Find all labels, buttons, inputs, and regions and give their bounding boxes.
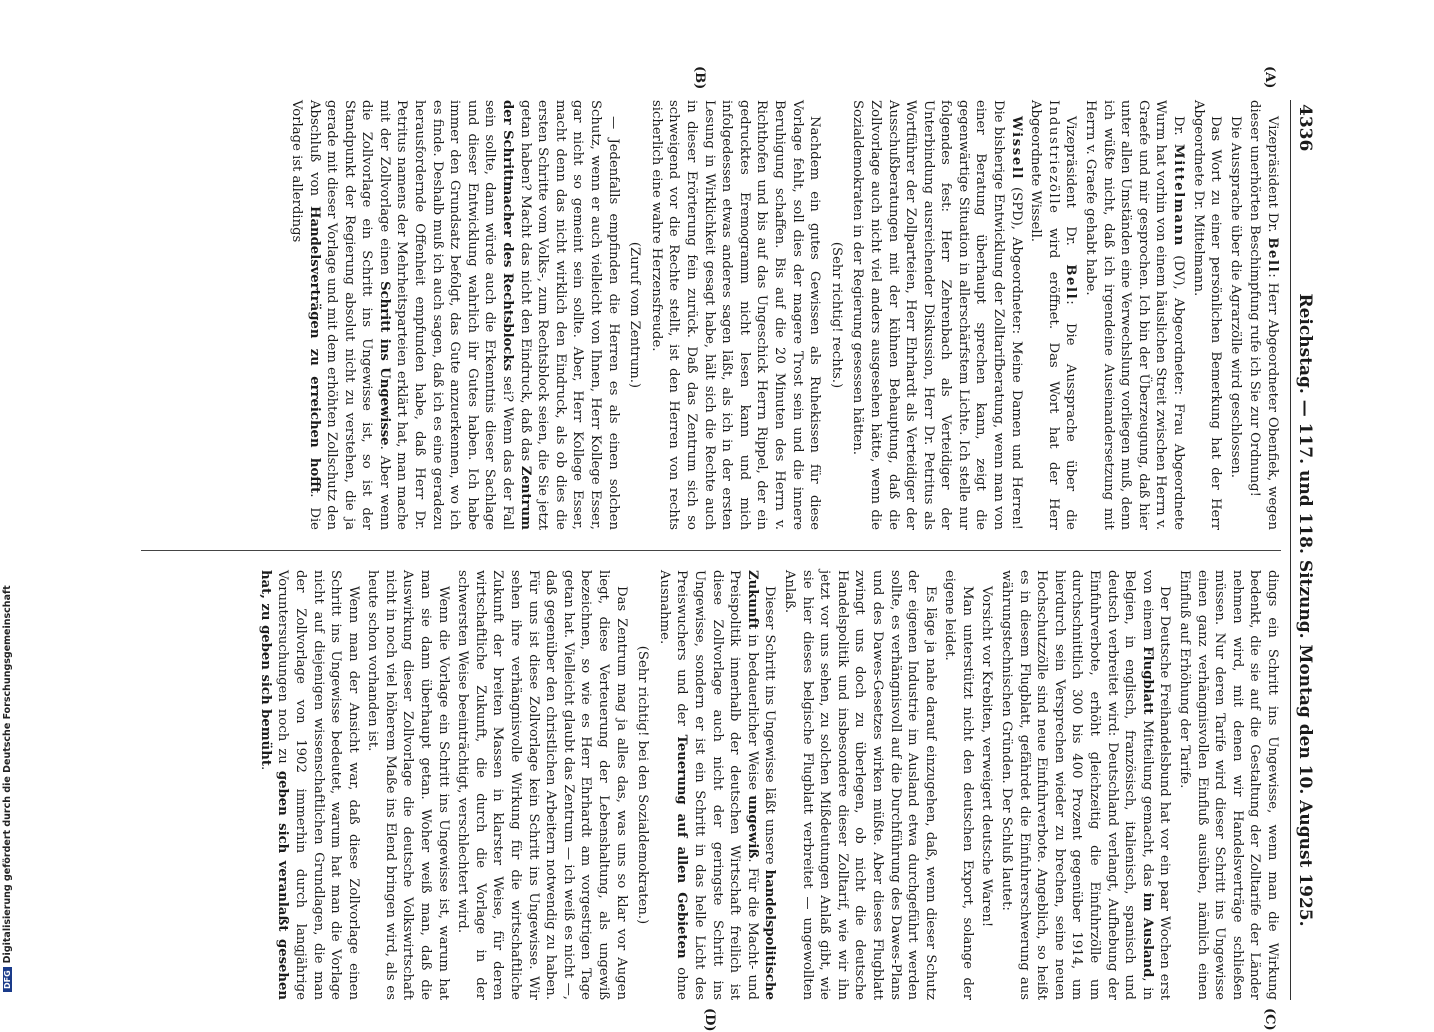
- paragraph: Die Aussprache über die Agrarzölle wird geschlossen.: [1227, 116, 1243, 478]
- bold-phrase: Flugblatt: [1139, 646, 1155, 715]
- interjection: (Sehr richtig! bei den Sozialdemokraten.): [635, 645, 651, 925]
- bold-phrase: Handelsverträgen zu erreichen hofft: [306, 205, 322, 494]
- quotation: Vorsicht vor Krebiten, verweigert deutsche Waren!: [979, 586, 995, 928]
- rotated-page: [137, 66, 1317, 1032]
- spaced-term: Industriezölle: [1045, 100, 1061, 215]
- bold-phrase: Schritt ins Ungewisse: [376, 281, 392, 446]
- paragraph: dings ein Schritt ins Ungewisse, wenn man die Wirkung bedenkt, die sie auf die Gestaltung der Zolltarife der Länder nehmen wird, mit denen wir Handelsverträge schließen müssen. Nur deren Tarife wird dieser Schritt ins Ungewisse einen ganz verhängnisvollen Einfluß ausüben, nämlich einen Einfluß auf Erhöhung der Tarife.: [1177, 570, 1280, 1000]
- quotation: Man unterstützt nicht den deutschen Export, solange der eigene leidet.: [942, 570, 975, 1000]
- bold-phrase: im Ausland: [1139, 892, 1155, 978]
- margin-marker-a: (A): [1262, 66, 1277, 89]
- page-number: 4336: [1295, 104, 1315, 152]
- interjection: (Zuruf vom Zentrum.): [627, 241, 643, 389]
- margin-marker-c: (C): [1262, 1008, 1277, 1031]
- speaker-name: Wissell: [1008, 116, 1024, 181]
- bold-phrase: handelspolitische Zukunft: [744, 570, 778, 1000]
- left-column: [141, 100, 1281, 530]
- right-column: [141, 570, 1281, 1000]
- bold-phrase: Teuerung auf allen Gebieten: [674, 734, 690, 959]
- interjection: (Sehr richtig! rechts.): [828, 241, 844, 389]
- paragraph: Dr. Mittelmann (DV), Abgeordneter: Frau Abgeordnete Wurm hat vorhin von einem häuslichen Streit zwischen Herrn v. Graefe und mir gesprochen. Ich bin der Überzeugung, daß hier unter allen Umständen eine Verwechslung vorliegen muß, denn ich wüßte nicht, daß ich irgendeine Auseinandersetzung mit Herrn v. Graefe gehabt habe.: [1083, 100, 1187, 530]
- paragraph: Wenn man der Ansicht war, daß diese Zollvorlage einen Schritt ins Ungewisse bedeutet, warum hat man die Vorlage nicht auf diejenigen wissenschaftlichen Grundlagen, die man der Zollvorlage von 1902 immerhin durch langjährige Voruntersuchungen noch zu geben sich veranlaßt gesehen hat, zu geben sich bemüht.: [257, 570, 361, 1000]
- speaker-name: Bell: [1265, 237, 1280, 274]
- paragraph: Das Zentrum mag ja alles das, was uns so klar vor Augen liegt, diese Verteuerung der Lebenshaltung, als ungewiß bezeichnen, so wie es Herr Ehrhardt am vorgestrigen Tage getan hat. Vielleicht glaubt das Zentrum — ich weiß es nicht —, daß gegenüber den christlichen Arbeitern notwendig zu haben. Für uns ist diese Zollvorlage kein Schritt ins Ungewisse. Wir sehen ihre verhängnisvolle Wirkung für die wirtschaftliche Zukunft der breiten Massen in klarster Weise, für deren wirtschaftliche Zukunft, die durch die Vorlage in der schwersten Weise beeinträchtigt, verschlechtert wird.: [455, 570, 629, 1000]
- credit-text: Digitalisierung gefördert durch die Deutsche Forschungsgemeinschaft: [2, 585, 13, 964]
- bold-phrase: geben sich veranlaßt gesehen hat, zu geben sich bemüht: [257, 570, 291, 1000]
- paragraph: Es läge ja nahe darauf einzugehen, daß, wenn dieser Schutz der eigenen Industrie im Ausland etwa durchgeführt werden sollte, es verhängnisvoll auf die Durchführung des Dawes-Plans und des Dawes-Gesetzes wirken müßte. Aber dieses Flugblatt zwingt uns doch zu überlegen, ob nicht die deutsche Handelspolitik und insbesondere dieser Zolltarif, wie wir ihn jetzt vor uns sehen, zu solchen Mißdeutungen Anlaß gibt, wie sie hier dieses belgische Flugblatt verbreitet — ungewollten Anlaß.: [781, 570, 938, 1000]
- paragraph: Nachdem ein gutes Gewissen als Ruhekissen für diese Vorlage fehlt, soll dies der magere Trost sein und die innere Beruhigung schaffen. Bis auf die 20 Minuten des Herrn v. Richthofen und bis auf das Ungeschick Herrn Rippel, der ein gedrucktes Eremogramm nicht lesen kann und mich infolgedessen etwas anderes sagen läßt, als ich in der ersten Lesung in Wirklichkeit gesagt habe, hält sich die Rechte auch in dieser Erörterung fein zurück. Daß das Zentrum sich so schweigend vor die Rechte stellt, ist den Herren von rechts sicherlich eine wahre Herzensfreude.: [648, 100, 823, 530]
- margin-marker-b: (B): [692, 66, 707, 90]
- session-title: Reichstag. — 117. und 118. Sitzung. Montag den 10. August 1925.: [1295, 293, 1315, 927]
- margin-marker-d: (D): [702, 1008, 717, 1032]
- speaker-name: Mittelmann: [1171, 144, 1187, 247]
- paragraph: Vizepräsident Dr. Bell: Herr Abgeordneter Obenfiek, wegen dieser unerhörten Beschimpfung rufe ich Sie zur Ordnung!: [1247, 100, 1280, 530]
- paragraph: Wenn die Vorlage ein Schritt ins Ungewisse ist, warum hat man sie dann überhaupt getan. Woher weiß man, daß die Auswirkung dieser Zollvorlage die deutsche Volkswirtschaft nicht in noch viel höherem Maße ins Elend bringen wird, als es heute schon vorhanden ist.: [365, 570, 451, 1000]
- paragraph: Wissell (SPD), Abgeordneter: Meine Damen und Herren! Die bisherige Entwicklung der Zolltarifberatung, wenn man von einer Beratung überhaupt sprechen kann, zeigt die gegenwärtige Situation in allerschärfstem Lichte. Ich stelle nur folgendes fest: Herr Zehrenbach als Verteidiger der Unterbindung ausreichender Diskussion, Herr Dr. Petritus als Wortführer der Zollparteien, Herr Ehrhardt als Verteidiger der Ausschußberatungen mit der kühnen Behauptung, daß die Zollvorlage auch nicht viel anders ausgesehen hätte, wenn die Sozialdemokraten in der Regierung gesessen hätten.: [850, 100, 1024, 530]
- bold-phrase: ungewiß: [744, 795, 760, 859]
- column-divider: [141, 550, 1281, 551]
- page-header: [1290, 100, 1317, 1000]
- paragraph: Vizepräsident Dr. Bell: Die Aussprache über die Industriezölle wird eröffnet. Das Wort hat der Herr Abgeordnete Wissell.: [1028, 100, 1079, 530]
- dfg-logo-badge: DFG: [3, 967, 12, 992]
- funding-credit: [0, 0, 22, 1000]
- bold-phrase: Zentrum der Schrittmacher des Rechtsblocks: [500, 100, 533, 530]
- speaker-name: Bell: [1063, 264, 1079, 301]
- paragraph: Dieser Schritt ins Ungewisse läßt unsere handelspolitische Zukunft in bedauerlicher Weise ungewiß. Für die Macht- und Preispolitik innerhalb der deutschen Wirtschaft freilich ist diese Zollvorlage auch nicht der geringste Schritt ins Ungewisse, sondern er ist ein Schritt in das helle Licht des Preiswuchers und der Teuerung auf allen Gebieten ohne Ausnahme.: [656, 570, 778, 1000]
- paragraph: — Jedenfalls empfinden die Herren es als einen solchen Schutz, wenn er auch vielleicht von Ihnen, Herr Kollege Esser, gar nicht so gemeint sein sollte. Aber, Herr Kollege Esser, macht denn das nicht wirklich den Eindruck, als ob dies die ersten Schritte vom Volks-, zum Rechtsblock seien, die Sie jetzt getan haben? Macht das nicht den Eindruck, daß das Zentrum der Schrittmacher des Rechtsblocks sei? Wenn das der Fall sein sollte, dann würde auch die Erkenntnis dieser Sachlage und dieser Entwicklung wahrlich ihr Gutes haben. Ich habe immer den Grundsatz befolgt, das Gute anzuerkennen, wo ich es finde. Deshalb muß ich auch sagen, daß ich es eine geradezu herausfordernde Offenheit empfunden habe, daß Herr Dr. Petritus namens der Mehrheitsparteien erklärt hat, man mache mit der Zollvorlage einen Schritt ins Ungewisse. Aber wenn die Zollvorlage ein Schritt ins Ungewisse ist, so ist der Standpunkt der Regierung absolut nicht zu verstehen, die ja gerade mit dieser Vorlage und mit dem erhöhten Zollschutz den Abschluß von Handelsverträgen zu erreichen hofft. Die Vorlage ist allerdings: [288, 100, 621, 530]
- paragraph: Der Deutsche Freihandelsbund hat vor ein paar Wochen erst von einem Flugblatt Mitteilung gemacht, das im Ausland, in Belgien, in englisch, französisch, italienisch, spanisch und deutsch verbreitet wird: Deutschland verlangt, Aufhebung der Einfuhrverbote, erhöht gleichzeitig die Einfuhrzölle um durchschnittlich 300 bis 400 Prozent gegenüber 1914, um hierdurch sein Versprechen wieder zu brechen, seine neuen Hochschutzzölle sind neue Einfuhrverbote. Angeblich, so heißt es in diesem Flugblatt, gefährdet die Einfuhrerschwerung aus währungstechnischen Gründen. Der Schluß lautet:: [999, 570, 1173, 1000]
- paragraph: Das Wort zu einer persönlichen Bemerkung hat der Herr Abgeordnete Dr. Mittelmann.: [1190, 100, 1224, 530]
